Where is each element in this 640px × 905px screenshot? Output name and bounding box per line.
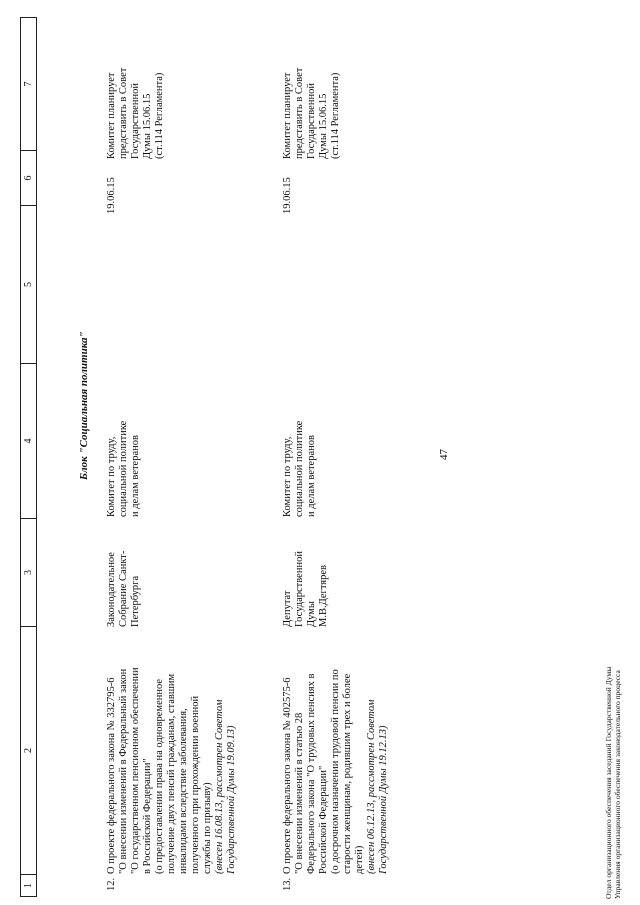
bill-line: получение двух пенсий гражданам, ставшим (166, 673, 177, 874)
status-line: Комитет планирует (106, 72, 117, 159)
committee-line: и делам ветеранов (306, 435, 317, 517)
bill-line: (о досрочном назначении трудовой пенсии по (330, 669, 341, 874)
bill-line: (о предоставлении права на одновременное (154, 678, 165, 874)
initiator-line: М.В.Дегтярев (318, 565, 329, 627)
committee-line: Комитет по труду, (106, 436, 117, 517)
status-line: представить в Совет (118, 67, 129, 159)
status (282, 39, 342, 159)
committee-line: социальной политике (118, 420, 129, 517)
footer (604, 667, 622, 899)
bill-line: "О внесении изменений в Федеральный закон (118, 668, 129, 874)
block-title: Блок "Социальная политика" (78, 331, 90, 480)
initiator-line: Собрание Санкт- (118, 550, 129, 627)
bill-line: полученного при прохождении военной (190, 695, 201, 874)
committee-line: Комитет по труду, (282, 436, 293, 517)
initiator-line: Депутат (282, 590, 293, 627)
responsible-committee (106, 397, 142, 517)
bill-description (106, 629, 238, 874)
page-number: 47 (438, 449, 450, 460)
initiator (106, 547, 142, 627)
bill-line: инвалидами вследствие заболевания, (178, 708, 189, 874)
bill-line: в Российской Федерации" (142, 758, 153, 874)
bill-description (282, 629, 390, 874)
initiator-line: Законодательное (106, 552, 117, 627)
bill-line: "О государственном пенсионном обеспечении (130, 667, 141, 874)
bill-title: О проекте федерального закона № 332795-6 (106, 677, 117, 874)
header-col-4: 4 (21, 364, 36, 519)
date: 19.06.15 (106, 177, 117, 214)
status-line: Государственной (130, 83, 141, 159)
status (106, 39, 166, 159)
bill-title: О проекте федерального закона № 402575-6 (282, 677, 293, 874)
header-col-2: 2 (21, 627, 36, 875)
status-line: (ст.114 Регламента) (154, 72, 165, 159)
status-line: Думы 15.06.15 (142, 93, 153, 159)
bill-line: Федерального закона "О трудовых пенсиях в (306, 673, 317, 874)
bill-line: Российской Федерации" (318, 765, 329, 874)
header-col-5: 5 (21, 206, 36, 364)
bill-line: детей) (354, 845, 365, 874)
status-line: Государственной (306, 83, 317, 159)
header-col-6: 6 (21, 151, 36, 206)
status-line: (ст.114 Регламента) (330, 72, 341, 159)
initiator-line: Думы (306, 601, 317, 627)
bill-note: Государственной Думы 19.12.13) (378, 725, 389, 874)
header-col-7: 7 (21, 17, 36, 151)
committee-line: социальной политике (294, 420, 305, 517)
committee-line: и делам ветеранов (130, 435, 141, 517)
responsible-committee (282, 397, 318, 517)
bill-line: "О внесении изменений в статью 28 (294, 712, 305, 874)
status-line: представить в Совет (294, 67, 305, 159)
bill-note: (внесен 16.08.13, рассмотрен Советом (214, 699, 225, 874)
header-col-1: 1 (21, 875, 36, 897)
footer-line: Отдел организационного обеспечения заседаний Государственной Думы (604, 666, 613, 899)
date: 19.06.15 (282, 177, 293, 214)
bill-note: (внесен 06.12.13, рассмотрен Советом (366, 699, 377, 874)
status-line: Комитет планирует (282, 72, 293, 159)
initiator-line: Государственной (294, 551, 305, 627)
bill-note: Государственной Думы 19.09.13) (226, 725, 237, 874)
row-number: 12. (106, 877, 117, 891)
header-col-3: 3 (21, 519, 36, 627)
bill-line: службы по призыву) (202, 782, 213, 874)
table-header (20, 17, 37, 897)
initiator (282, 547, 330, 627)
row-number: 13. (282, 877, 293, 891)
footer-line: Управления организационного обеспечения законодательного процесса (613, 670, 622, 899)
status-line: Думы 15.06.15 (318, 93, 329, 159)
initiator-line: Петербурга (130, 575, 141, 627)
bill-line: старости женщинам, родившим трех и более (342, 673, 353, 874)
